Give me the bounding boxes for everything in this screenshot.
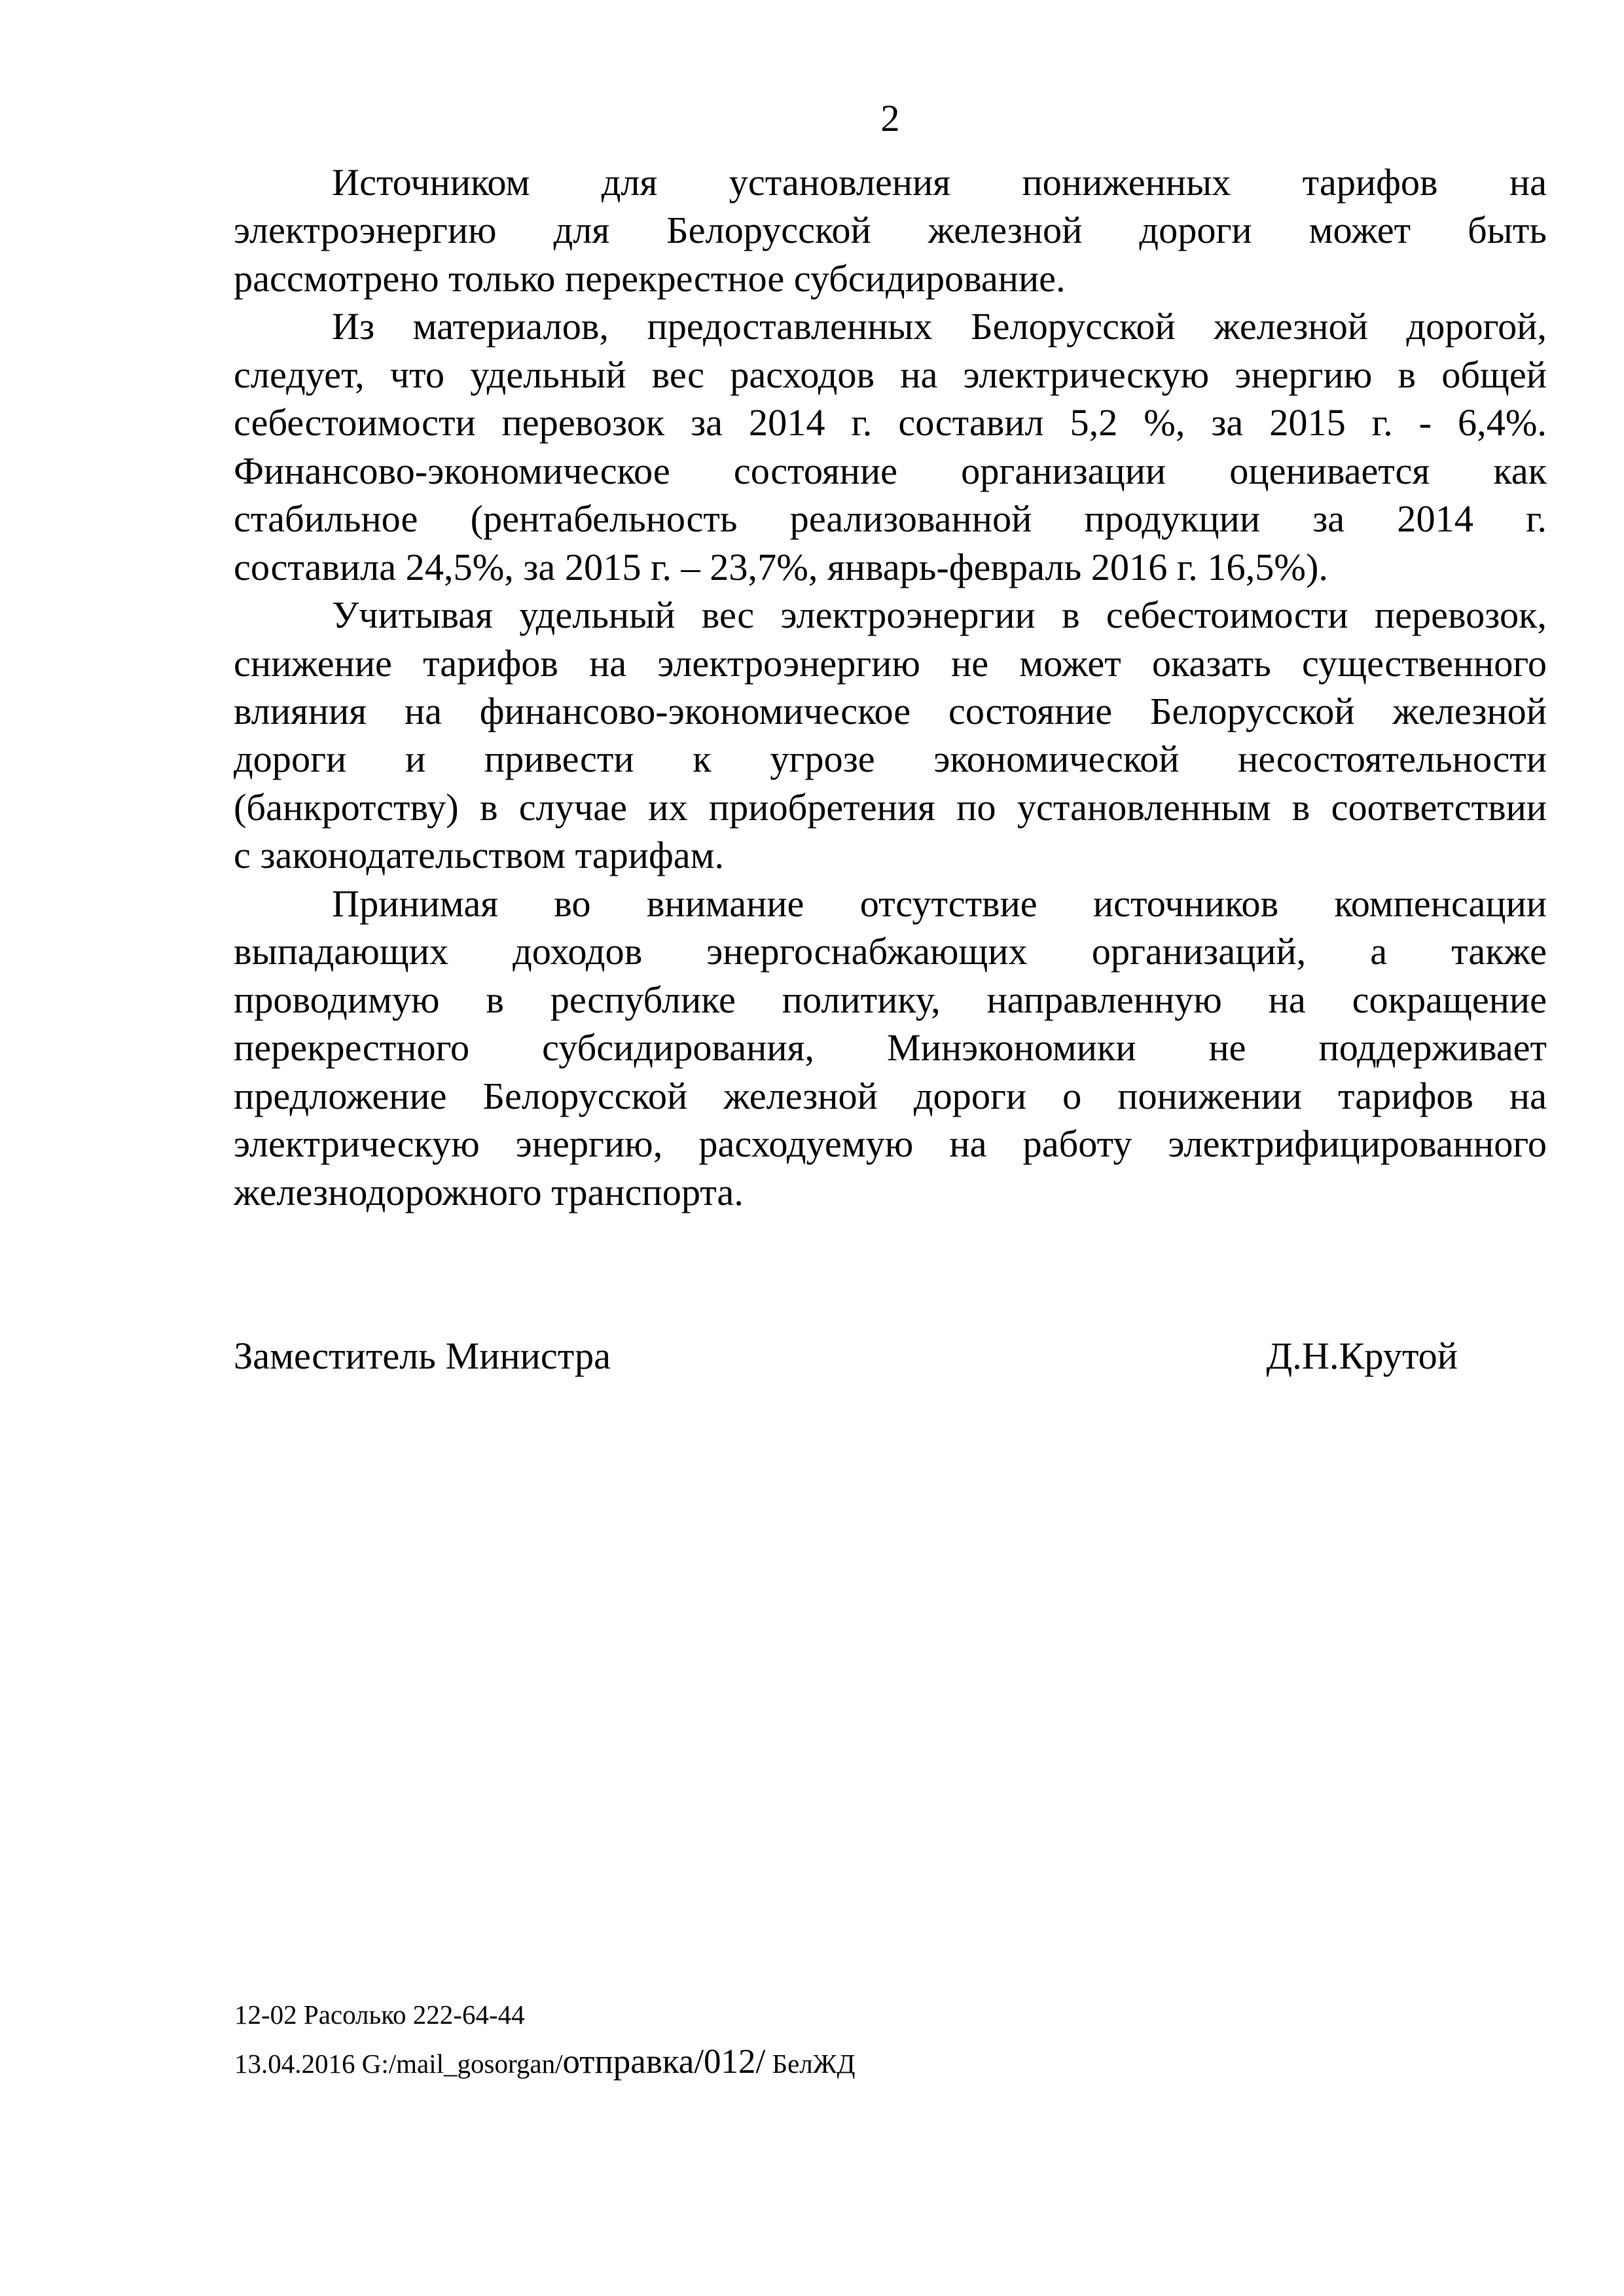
paragraph-railway-materials xyxy=(234,302,1547,591)
text-line: предложение Белорусской железной дороги о понижении тарифов на xyxy=(234,1074,1547,1117)
footer-block xyxy=(234,1998,855,2080)
text-line: следует, что удельный вес расходов на электрическую энергию в общей xyxy=(234,353,1547,396)
text-line: электрическую энергию, расходуемую на работу электрифицированного xyxy=(234,1122,1547,1166)
text-line: Принимая во внимание отсутствие источников компенсации xyxy=(332,882,1547,925)
text-line: Источником для установления пониженных тарифов на xyxy=(332,161,1547,204)
text-line: себестоимости перевозок за 2014 г. составил 5,2 %, за 2015 г. - 6,4%. xyxy=(234,401,1547,444)
paragraph-source-subsidy xyxy=(234,158,1547,302)
footer-path-suffix: БелЖД xyxy=(765,2049,856,2079)
paragraph-conclusion xyxy=(234,880,1547,1216)
text-line: влияния на финансово-экономическое состояние Белорусской железной xyxy=(234,689,1547,732)
text-line: проводимую в республике политику, направленную на сокращение xyxy=(234,978,1547,1021)
footer-path-folder: отправка/012/ xyxy=(562,2043,766,2081)
page-number: 2 xyxy=(880,97,900,139)
text-line: Финансово-экономическое состояние организации оценивается как xyxy=(234,449,1547,492)
text-line: электроэнергию для Белорусской железной дороги может быть xyxy=(234,209,1547,252)
text-line: перекрестного субсидирования, Минэкономики не поддерживает xyxy=(234,1026,1547,1069)
footer-path-prefix: 13.04.2016 G:/mail_gosorgan/ xyxy=(234,2049,563,2079)
letter-body xyxy=(234,158,1547,1216)
text-line: рассмотрено только перекрестное субсидирование. xyxy=(234,257,1066,300)
text-line: составила 24,5%, за 2015 г. – 23,7%, январь-февраль 2016 г. 16,5%). xyxy=(234,545,1328,588)
text-line: (банкротству) в случае их приобретения по установленным в соответствии xyxy=(234,785,1547,829)
footer-file-path xyxy=(234,2045,855,2080)
text-line: стабильное (рентабельность реализованной продукции за 2014 г. xyxy=(234,497,1547,541)
paragraph-impact-assessment xyxy=(234,591,1547,880)
text-line: с законодательством тарифам. xyxy=(234,834,725,877)
signer-position: Заместитель Министра xyxy=(234,1335,611,1377)
text-line: выпадающих доходов энергоснабжающих организаций, а также xyxy=(234,930,1547,973)
text-line: снижение тарифов на электроэнергию не может оказать существенного xyxy=(234,641,1547,685)
text-line: дороги и привести к угрозе экономической несостоятельности xyxy=(234,738,1547,781)
text-line: Из материалов, предоставленных Белорусской железной дорогой, xyxy=(332,305,1547,348)
footer-executor-contact: 12-02 Расолько 222-64-44 xyxy=(234,2000,525,2030)
signer-name: Д.Н.Крутой xyxy=(1266,1335,1458,1377)
text-line: Учитывая удельный вес электроэнергии в себестоимости перевозок, xyxy=(332,594,1547,637)
signature-block xyxy=(234,1332,1547,1380)
text-line: железнодорожного транспорта. xyxy=(234,1170,744,1213)
